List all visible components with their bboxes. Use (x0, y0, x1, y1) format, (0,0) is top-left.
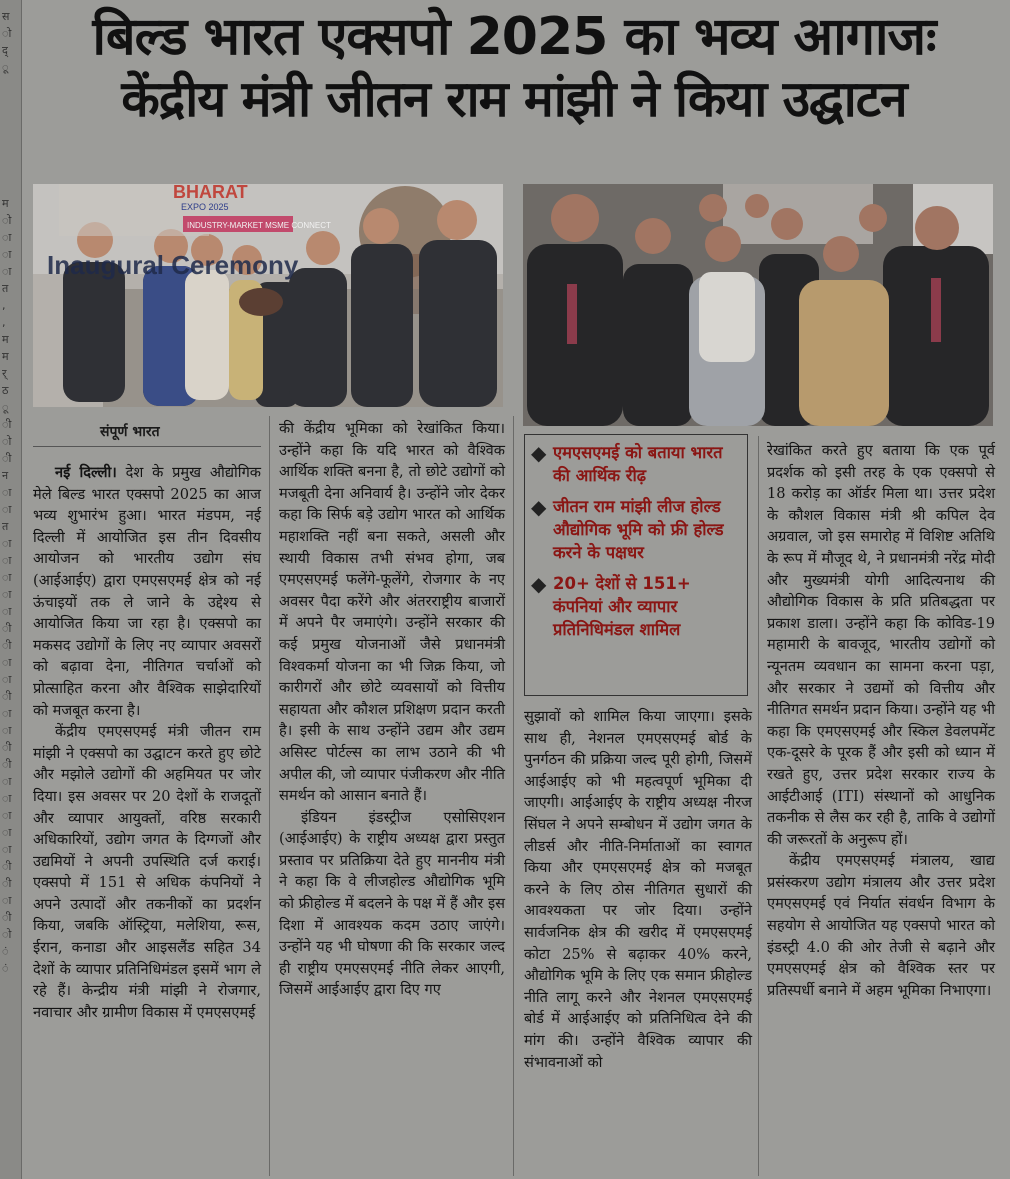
article-column-1 (33, 462, 261, 1023)
byline: संपूर्ण भारत (100, 424, 160, 440)
highlight-text: 20+ देशों से 151+ कंपनियां और व्यापार प्रतिनिधिमंडल शामिल (553, 574, 691, 639)
group-photo-art (523, 184, 993, 426)
highlight-item (531, 441, 741, 487)
inauguration-photo (33, 184, 503, 407)
expo-logo-sub: EXPO 2025 (181, 202, 229, 212)
diamond-bullet-icon: ◆ (531, 495, 547, 519)
headline-line-2: केंद्रीय मंत्री जीतन राम मांझी ने किया उद्घाटन (121, 70, 907, 128)
group-photo (523, 184, 993, 426)
headline (24, 6, 1004, 130)
highlights-box (524, 434, 748, 696)
article-column-2 (279, 418, 505, 1001)
column-divider (758, 436, 759, 1176)
byline-divider (33, 446, 261, 447)
inauguration-photo-art (33, 184, 503, 407)
highlight-text: जीतन राम मांझी लीज होल्ड औद्योगिक भूमि को फ्री होल्ड करने के पक्षधर (553, 497, 724, 562)
paragraph: इंडियन इंडस्ट्रीज एसोसिएशन (आईआईए) के राष्ट्रीय अध्यक्ष द्वारा प्रस्तुत प्रस्ताव पर प्रतिक्रिया देते हुए माननीय मंत्री ने कहा कि वे लीजहोल्ड औद्योगिक भूमि को फ्रीहोल्ड में बदलने के पक्ष में हैं और इस दिशा में आवश्यक कदम उठाए जाएंगे। उन्होंने यह भी घोषणा की कि सरकार जल्द ही राष्ट्रीय एमएसएमई नीति लेकर आएगी, जिसमें आईआईए द्वारा दिए गए (279, 808, 505, 999)
column-divider (513, 416, 514, 1176)
paragraph (33, 462, 261, 721)
highlight-item (531, 572, 741, 641)
paragraph: सुझावों को शामिल किया जाएगा। इसके साथ ही, नेशनल एमएसएमई बोर्ड के पुनर्गठन की प्रक्रिया जल्द पूरी होगी, जिसमें आईआईए को भी महत्वपूर्ण भूमिका दी जाएगी। आईआईए के राष्ट्रीय अध्यक्ष नीरज सिंघल ने अपने सम्बोधन में उद्योग जगत के लीडर्स और नीति-निर्माताओं का स्वागत किया और एमएसएमई क्षेत्र को मजबूत करने के लिए ठोस नीतिगत सुधारों की आवश्यकता पर जोर दिया। उन्होंने सार्वजनिक क्षेत्र की खरीद में एमएसएमई कोटा 25% से बढ़ाकर 40% करने, औद्योगिक भूमि के लिए एक समान फ्रीहोल्ड नीति लागू करने और नेशनल एमएसएमई बोर्ड में आईआईए को प्रतिनिधित्व देने की मांग की। उन्होंने वैश्विक व्यापार की संभावनाओं को (524, 708, 752, 1071)
column-divider (269, 416, 270, 1176)
adjacent-column-text: स ो द् ू म ो ा ा ा त , , म म र् ठ ू ी ो ी न ा ा त ा ा ा ा ा ी ी ा ा ी ा ा ी ी ा ा ा ा ा ी ी ा ी ो ं ं (2, 10, 12, 975)
dateline: नई दिल्ली। (55, 464, 117, 481)
ceremony-backdrop-text: Inaugural Ceremony (47, 250, 299, 280)
article-column-3 (524, 706, 752, 1073)
diamond-bullet-icon: ◆ (531, 572, 547, 596)
headline-line-1: बिल्ड भारत एक्सपो 2025 का भव्य आगाजः (92, 7, 936, 67)
paragraph-text: देश के प्रमुख औद्योगिक मेले बिल्ड भारत एक्सपो 2025 का आज भव्य शुभारंभ हुआ। भारत मंडपम, नई दिल्ली में आयोजित इस तीन दिवसीय आयोजन को भारतीय उद्योग संघ (आईआईए) द्वारा एमएसएमई क्षेत्र को नई ऊंचाइयों तक ले जाने के उद्देश्य से आयोजित किया जा रहा है। एक्सपो का मकसद उद्योगों के लिए नए व्यापार अवसरों को बढ़ावा देना, नीतिगत चर्चाओं को प्रोत्साहित करना और वैश्विक साझेदारियों को मजबूत करना है। (33, 464, 262, 719)
paragraph: की केंद्रीय भूमिका को रेखांकित किया। उन्होंने कहा कि यदि भारत को वैश्विक आर्थिक शक्ति बनना है, तो छोटे उद्योगों को मजबूती देना अनिवार्य है। उन्होंने जोर देकर कहा कि सिर्फ बड़े उद्योग भारत को आर्थिक महाशक्ति नहीं बना सकते, असली और स्थायी विकास तभी संभव होगा, जब एमएसएमई फलेंगे-फूलेंगे, रोजगार के नए अवसर पैदा करेंगे और अंतरराष्ट्रीय बाजारों में अपने पैर जमाएंगे। उन्होंने सरकार की कई प्रमुख योजनाओं जैसे प्रधानमंत्री विश्वकर्मा योजना का भी जिक्र किया, जो कारीगरों और छोटे व्यवसायों को वित्तीय सहायता और कौशल प्रशिक्षण प्रदान करती है। इसी के साथ उन्होंने उद्यम और उद्यम असिस्ट पोर्टल्स का लाभ उठाने की भी अपील की, जो व्यापार पंजीकरण और नीति समर्थन को आसान बनाते हैं। (279, 420, 505, 805)
expo-banner-tag: INDUSTRY-MARKET MSME CONNECT (187, 221, 331, 230)
adjacent-column-strip (0, 0, 22, 1179)
paragraph: केंद्रीय एमएसएमई मंत्रालय, खाद्य प्रसंस्करण उद्योग मंत्रालय और उत्तर प्रदेश एमएसएमई एवं निर्यात संवर्धन विभाग के सहयोग से आयोजित यह एक्सपो भारत को इंडस्ट्री 4.0 की ओर तेजी से बढ़ाने और एमएसएमई क्षेत्र को वैश्विक स्तर पर प्रतिस्पर्धी बनाने में अहम भूमिका निभाएगा। (767, 852, 995, 999)
paragraph: केंद्रीय एमएसएमई मंत्री जीतन राम मांझी ने एक्सपो का उद्घाटन करते हुए छोटे और मझोले उद्योगों की अहमियत पर जोर दिया। इस अवसर पर 20 देशों के राजदूतों और व्यापार आयुक्तों, वरिष्ठ सरकारी अधिकारियों, उद्योग जगत के दिग्गजों और उद्यमियों ने अपनी उपस्थिति दर्ज कराई। एक्सपो में 151 से अधिक कंपनियों ने अपने उत्पादों और तकनीकों का प्रदर्शन किया, जबकि ऑस्ट्रिया, मलेशिया, रूस, ईरान, कनाडा और आइसलैंड सहित 34 देशों के व्यापार प्रतिनिधिमंडल इसमें भाग ले रहे हैं। केन्द्रीय मंत्री मांझी ने रोजगार, नवाचार और ग्रामीण विकास में एमएसएमई (33, 723, 261, 1021)
paragraph: रेखांकित करते हुए बताया कि एक पूर्व प्रदर्शक को इसी तरह के एक एक्सपो से 18 करोड़ का ऑर्डर मिला था। उत्तर प्रदेश के कौशल विकास मंत्री श्री कपिल देव अग्रवाल, जो इस समारोह में विशिष्ट अतिथि के रूप में मौजूद थे, ने प्रधानमंत्री नरेंद्र मोदी और मुख्यमंत्री योगी आदित्यनाथ की औद्योगिक विकास के प्रति प्रतिबद्धता पर प्रकाश डाला। उन्होंने कहा कि कोविड-19 महामारी के बावजूद, भारतीय उद्योगों को न्यूनतम व्यवधान का सामना करना पड़ा, और सरकार ने उद्यमों को वित्तीय और नीतिगत समर्थन प्रदान किया। उन्होंने यह भी कहा कि एमएसएमई और स्किल डेवलपमेंट एक-दूसरे के पूरक हैं और इसी को ध्यान में रखते हुए, उत्तर प्रदेश सरकार राज्य के आईटीआई (ITI) संस्थानों को आधुनिक तकनीक से लैस कर रही है, ताकि वे उद्योगों की जरूरतों के अनुरूप हों। (767, 442, 995, 848)
expo-logo-text: BHARAT (173, 184, 248, 202)
article-column-4 (767, 440, 995, 1001)
highlight-item (531, 495, 741, 564)
diamond-bullet-icon: ◆ (531, 441, 547, 465)
highlight-text: एमएसएमई को बताया भारत की आर्थिक रीढ़ (553, 443, 723, 485)
